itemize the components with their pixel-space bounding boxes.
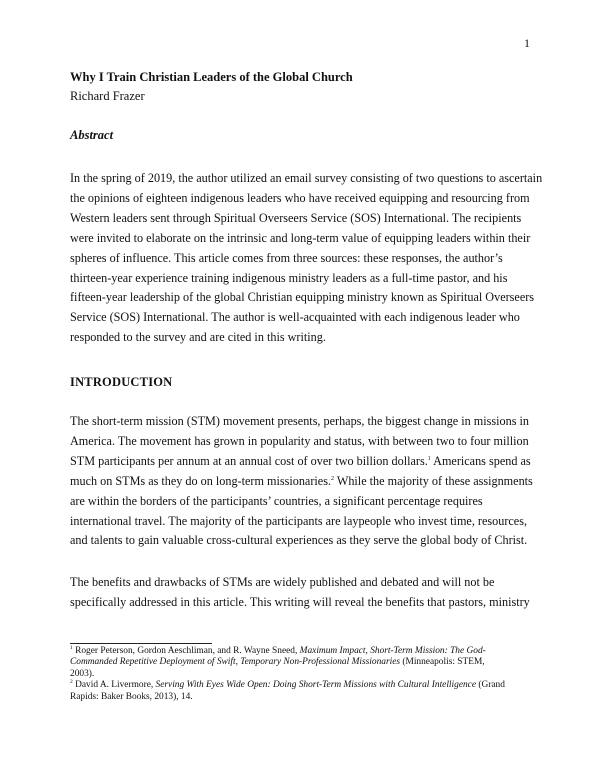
abstract-line: thirteen-year experience training indigenous ministry leaders as a full-time pastor, and his <box>70 270 508 285</box>
footnote-ref-1[interactable]: 1 <box>427 455 431 462</box>
abstract-line: responded to the survey and are cited in this writing. <box>70 330 326 345</box>
introduction-paragraph <box>70 412 532 551</box>
abstract-line: were invited to elaborate on the intrinsic and long-term value of equipping leaders within their <box>70 230 531 245</box>
author-name: Richard Frazer <box>70 89 145 103</box>
intro-line: much on STMs as they do on long-term missionaries.$^2$ While the majority of these assignments <box>70 473 533 488</box>
intro-line: international travel. The majority of the participants are laypeople who invest time, resources, <box>70 513 527 528</box>
introduction-heading: INTRODUCTION <box>70 375 173 389</box>
abstract-paragraph <box>70 169 543 348</box>
abstract-line: fifteen-year leadership of the global Christian equipping ministry known as Spiritual Overseers <box>70 290 535 305</box>
intro-line: STM participants per annum at an annual cost of over two billion dollars.$^1$ Americans spend as <box>70 453 531 468</box>
footnote-2: $^2$ David A. Livermore, Serving With Eyes Wide Open: Doing Short-Term Missions with Cultural Intelligence (Grand Rapids: Baker Books, 2013), 14. <box>70 679 505 702</box>
page-number: 1 <box>524 36 530 50</box>
abstract-heading: Abstract <box>70 128 114 142</box>
benefits-line: specifically addressed in this article. This writing will reveal the benefits that pastors, ministry <box>70 594 530 609</box>
benefits-line: The benefits and drawbacks of STMs are widely published and debated and will not be <box>70 575 495 589</box>
abstract-line: Service (SOS) International. The author is well-acquainted with each indigenous leader who <box>70 310 520 325</box>
footnotes <box>70 646 540 703</box>
intro-line: and talents to gain valuable cross-cultural experiences as they serve the global body of Christ. <box>70 533 528 548</box>
abstract-line: the opinions of eighteen indigenous leaders who have received equipping and resourcing from <box>70 190 530 205</box>
footnote-1: $^1$ Roger Peterson, Gordon Aeschliman, and R. Wayne Sneed, Maximum Impact, Short-Term Mission: The God- Commanded Repetitive Deployment of Swift, Temporary Non-Professional Missionaries (Minneapolis: STEM, 2003). <box>70 644 486 679</box>
benefits-paragraph <box>70 573 532 613</box>
intro-line: America. The movement has grown in popularity and status, with between two to four million <box>70 433 529 448</box>
abstract-line: spheres of influence. This article comes from three sources: these responses, the author’s <box>70 250 503 265</box>
intro-line: The short-term mission (STM) movement presents, perhaps, the biggest change in missions in <box>70 414 529 428</box>
footnote-ref-2[interactable]: 2 <box>331 475 334 482</box>
abstract-line: Western leaders sent through Spiritual Overseers Service (SOS) International. The recipients <box>70 210 522 225</box>
intro-line: are within the borders of the participants’ countries, a significant percentage requires <box>70 493 483 508</box>
footnote-separator <box>70 643 212 644</box>
abstract-line: In the spring of 2019, the author utilized an email survey consisting of two questions to ascertain <box>70 171 543 185</box>
document-title: Why I Train Christian Leaders of the Global Church <box>70 70 353 84</box>
